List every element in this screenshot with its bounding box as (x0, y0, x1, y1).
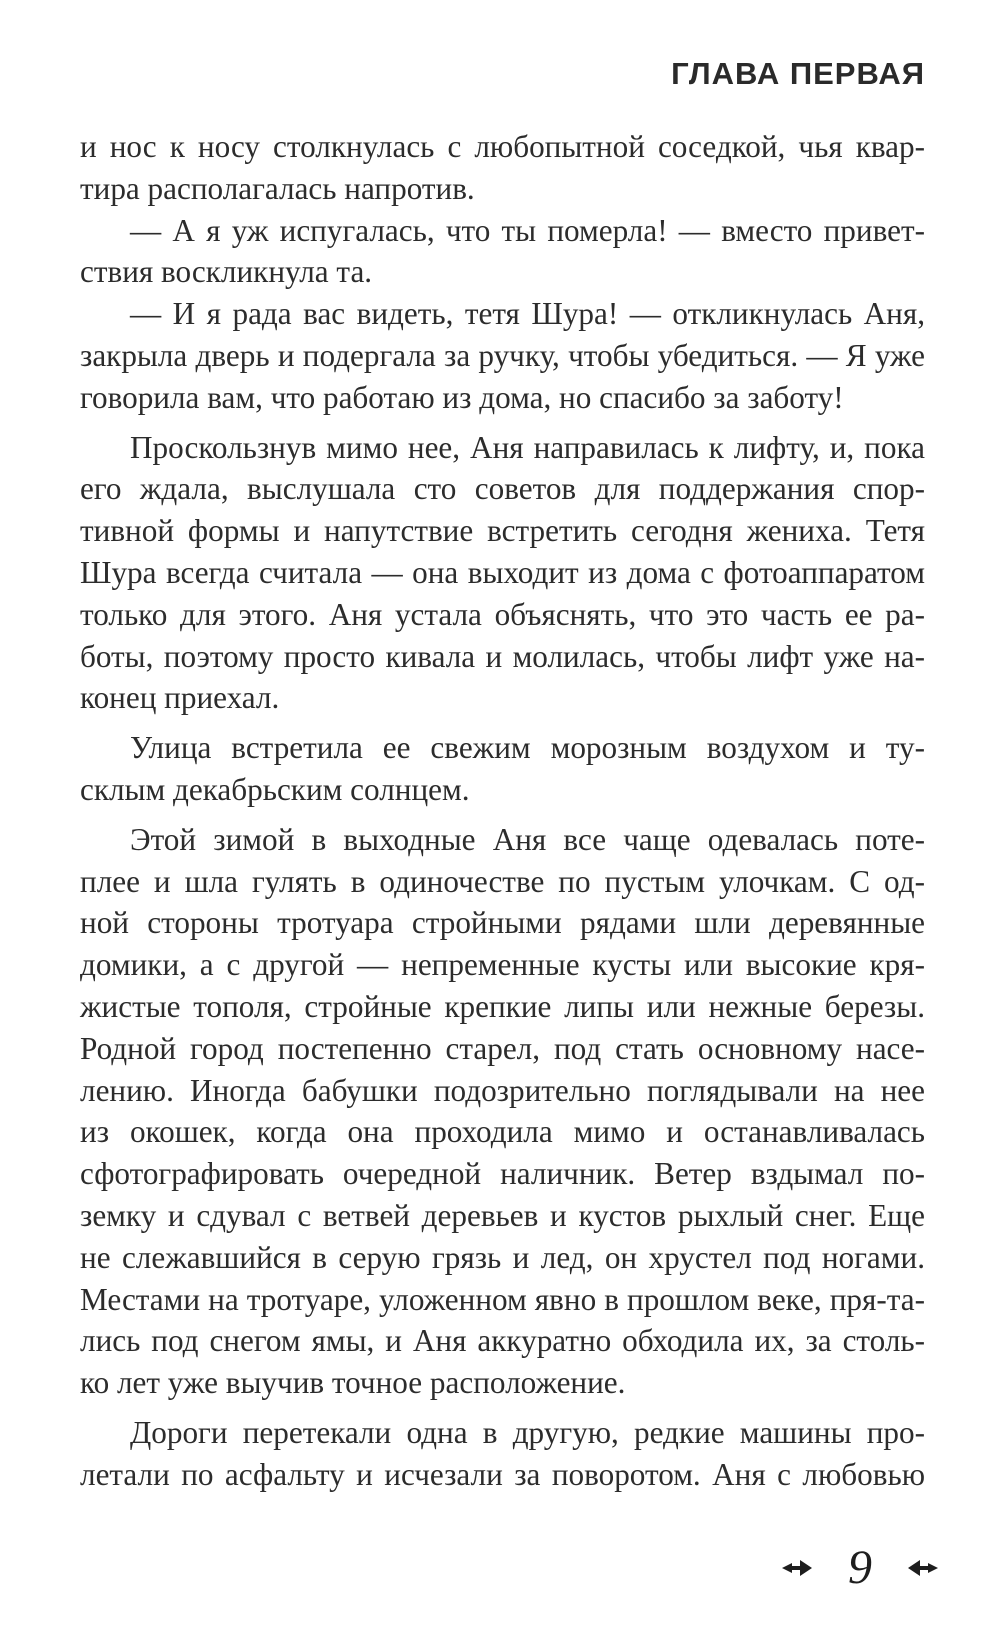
body-text (80, 126, 925, 1496)
text-line: тира располагалась напротив. (80, 170, 475, 206)
text-line: конец приехал. (80, 680, 280, 716)
text-line: ной стороны тротуара стройными рядами шли деревянные (80, 905, 925, 941)
text-line: закрыла дверь и подергала за ручку, чтобы убедиться. — Я уже (80, 337, 925, 373)
text-line: лению. Иногда бабушки подозрительно поглядывали на нее (80, 1072, 925, 1108)
text-line: Местами на тротуаре, уложенном явно в прошлом веке, пря-та- (80, 1281, 925, 1317)
text-line: говорила вам, что работаю из дома, но спасибо за заботу! (80, 379, 844, 415)
text-line: склым декабрьским солнцем. (80, 771, 470, 807)
text-line: боты, поэтому просто кивала и молилась, чтобы лифт уже на- (80, 638, 925, 674)
text-line: ствия воскликнула та. (80, 254, 373, 290)
text-line: Этой зимой в выходные Аня все чаще одевалась поте- (130, 821, 925, 857)
paragraph-gap (80, 419, 925, 427)
text-line: Проскользнув мимо нее, Аня направилась к лифту, и, пока (130, 429, 925, 465)
text-line: Родной город постепенно старел, под стать основному насе- (80, 1030, 925, 1066)
text-line: из окошек, когда она проходила мимо и останавливалась (80, 1114, 925, 1150)
text-line: жистые тополя, стройные крепкие липы или нежные березы. (80, 988, 925, 1024)
text-line: летали по асфальту и исчезали за поворотом. Аня с любовью (80, 1456, 925, 1492)
text-line: его ждала, выслушала сто советов для поддержания спор- (80, 471, 925, 507)
arrow-right-icon (780, 1556, 814, 1580)
text-line: лись под снегом ямы, и Аня аккуратно обходила их, за столь- (80, 1323, 925, 1359)
paragraph-gap (80, 719, 925, 727)
text-line: ко лет уже выучив точное расположение. (80, 1365, 626, 1401)
text-line: земку и сдувал с ветвей деревьев и кустов рыхлый снег. Еще (80, 1197, 925, 1233)
text-line: Дороги перетекали одна в другую, редкие машины про- (130, 1414, 925, 1450)
text-line: домики, а с другой — непременные кусты или высокие кря- (80, 947, 925, 983)
text-line: только для этого. Аня устала объяснять, что это часть ее ра- (80, 596, 925, 632)
text-line: плее и шла гулять в одиночестве по пустым улочкам. С од- (80, 863, 925, 899)
text-line: Улица встретила ее свежим морозным воздухом и ту- (130, 730, 925, 766)
text-line: сфотографировать очередной наличник. Ветер вздымал по- (80, 1156, 925, 1192)
text-line: тивной формы и напутствие встретить сегодня жениха. Тетя (80, 513, 925, 549)
text-line: не слежавшийся в серую грязь и лед, он хрустел под ногами. (80, 1239, 925, 1275)
chapter-header: ГЛАВА ПЕРВАЯ (671, 56, 925, 91)
paragraph-gap (80, 1404, 925, 1412)
page-footer (780, 1538, 940, 1598)
page-number: 9 (848, 1541, 872, 1594)
paragraph-gap (80, 811, 925, 819)
text-line: — А я уж испугалась, что ты померла! — вместо привет- (130, 212, 925, 248)
text-line: и нос к носу столкнулась с любопытной соседкой, чья квар- (80, 129, 925, 164)
text-line: Шура всегда считала — она выходит из дома с фотоаппаратом (80, 554, 925, 590)
arrow-left-icon (906, 1556, 940, 1580)
text-line: — И я рада вас видеть, тетя Шура! — откликнулась Аня, (130, 296, 925, 332)
